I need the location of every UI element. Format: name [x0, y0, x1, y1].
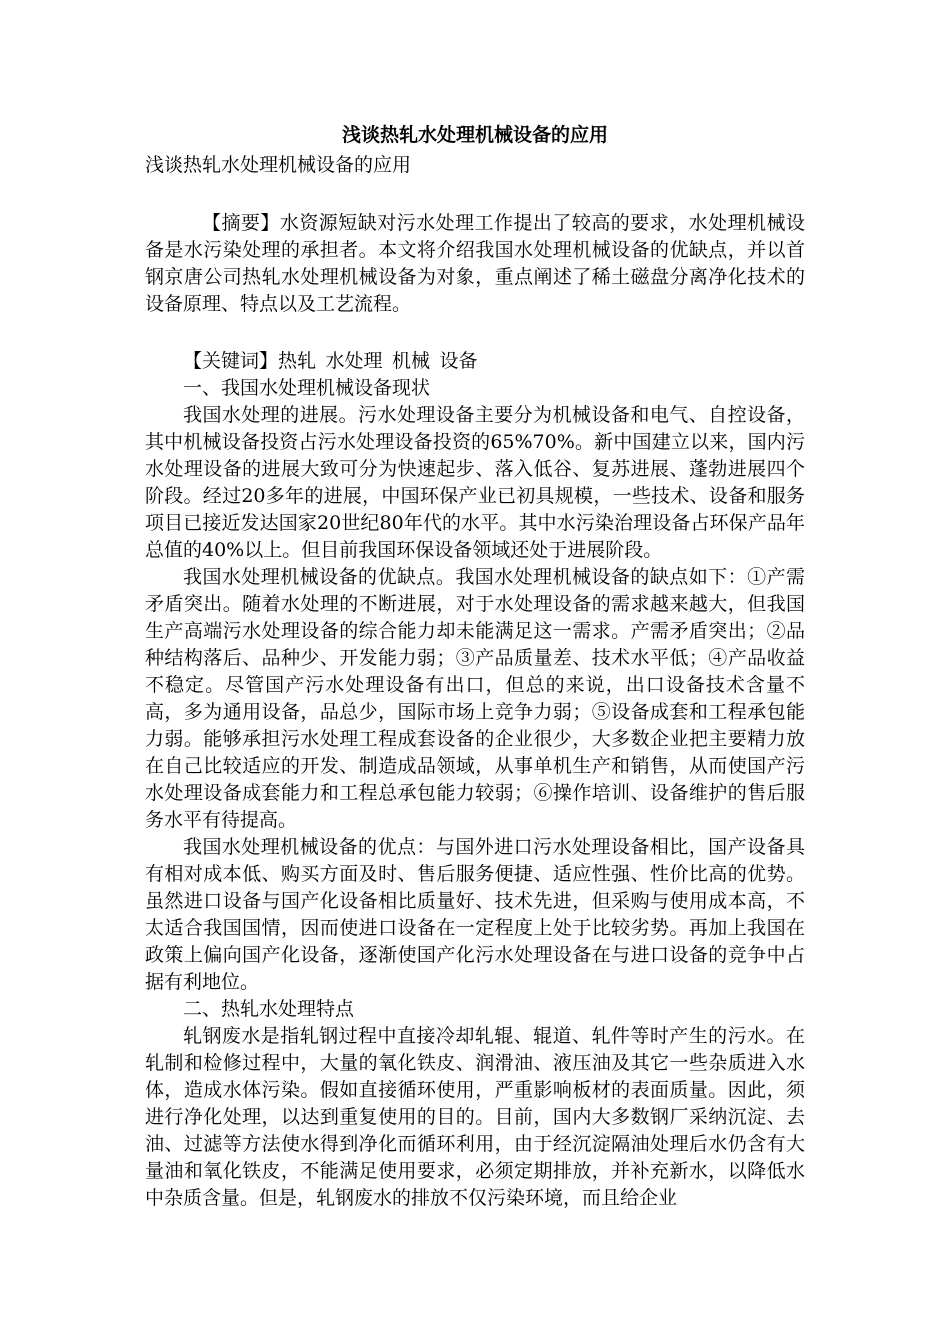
paragraph-1: 我国水处理的进展。污水处理设备主要分为机械设备和电气、自控设备，其中机械设备投资占污水处理设备投资的65%70%。新中国建立以来，国内污水处理设备的进展大致可分为快速起步、落入低谷、复苏进展、蓬勃进展四个阶段。经过20多年的进展，中国环保产业已初具规模，一些技术、设备和服务项目已接近发达国家20世纪80年代的水平。其中水污染治理设备占环保产品年总值的40%以上。但目前我国环保设备领域还处于进展阶段。	[145, 404, 805, 561]
abstract-paragraph: 【摘要】水资源短缺对污水处理工作提出了较高的要求，水处理机械设备是水污染处理的承担者。本文将介绍我国水处理机械设备的优缺点，并以首钢京唐公司热轧水处理机械设备为对象，重点阐述了稀土磁盘分离净化技术的设备原理、特点以及工艺流程。	[145, 212, 805, 315]
paragraph-3: 我国水处理机械设备的优点：与国外进口污水处理设备相比，国产设备具有相对成本低、购买方面及时、售后服务便捷、适应性强、性价比高的优势。虽然进口设备与国产化设备相比质量好、技术先进，但采购与使用成本高，不太适合我国国情，因而使进口设备在一定程度上处于比较劣势。再加上我国在政策上偏向国产化设备，逐渐使国产化污水处理设备在与进口设备的竞争中占据有利地位。	[145, 836, 805, 993]
paragraph-4: 轧钢废水是指轧钢过程中直接冷却轧辊、辊道、轧件等时产生的污水。在轧制和检修过程中，大量的氧化铁皮、润滑油、液压油及其它一些杂质进入水体，造成水体污染。假如直接循环使用，严重影响板材的表面质量。因此，须进行净化处理，以达到重复使用的目的。目前，国内大多数钢厂采纳沉淀、去油、过滤等方法使水得到净化而循环利用，由于经沉淀隔油处理后水仍含有大量油和氧化铁皮，不能满足使用要求，必须定期排放，并补充新水，以降低水中杂质含量。但是，轧钢废水的排放不仅污染环境，而且给企业	[145, 1025, 805, 1209]
document-body	[145, 210, 805, 1212]
keyword-1: 水处理	[325, 350, 383, 372]
document-title: 浅谈热轧水处理机械设备的应用	[341, 124, 608, 146]
keywords-line	[145, 348, 805, 375]
section-1-heading: 一、我国水处理机械设备现状	[183, 377, 431, 399]
paragraph-2: 我国水处理机械设备的优缺点。我国水处理机械设备的缺点如下：①产需矛盾突出。随着水处理的不断进展，对于水处理设备的需求越来越大，但我国生产高端污水处理设备的综合能力却未能满足这一需求。产需矛盾突出；②品种结构落后、品种少、开发能力弱；③产品质量差、技术水平低；④产品收益不稳定。尽管国产污水处理设备有出口，但总的来说，出口设备技术含量不高，多为通用设备，品总少，国际市场上竞争力弱；⑤设备成套和工程承包能力弱。能够承担污水处理工程成套设备的企业很少，大多数企业把主要精力放在自己比较适应的开发、制造成品领域，从事单机生产和销售，从而使国产污水处理设备成套能力和工程总承包能力较弱；⑥操作培训、设备维护的售后服务水平有待提高。	[145, 566, 805, 831]
document-subtitle: 浅谈热轧水处理机械设备的应用	[145, 154, 412, 176]
section-2-heading: 二、热轧水处理特点	[183, 998, 355, 1020]
keywords-label: 【关键词】热轧	[183, 350, 317, 372]
keyword-3: 设备	[439, 350, 478, 372]
keyword-2: 机械	[392, 350, 431, 372]
